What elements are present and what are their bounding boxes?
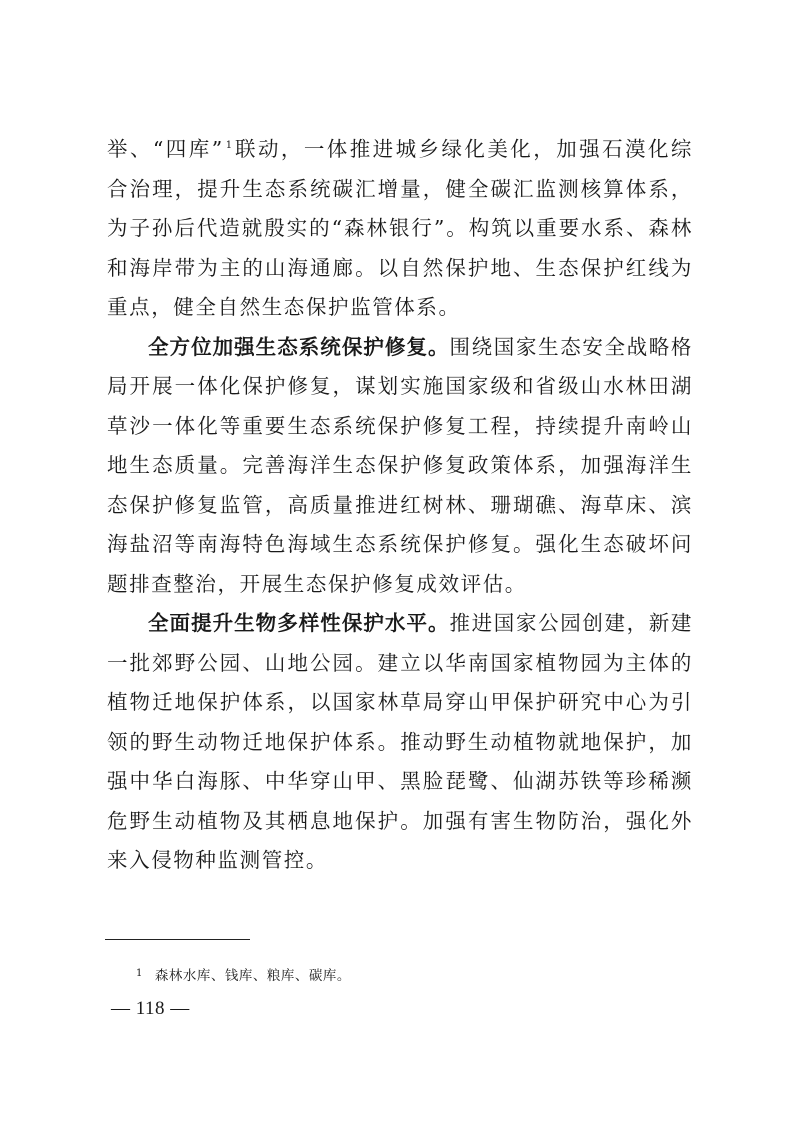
footnote-reference: 1 bbox=[225, 140, 233, 152]
paragraph-ecosystem-restoration bbox=[107, 328, 693, 605]
paragraph-text: 联动，一体推进城乡绿化美化，加强石漠化综合治理，提升生态系统碳汇增量，健全碳汇监测核算体系，为子孙后代造就殷实的“森林银行”。构筑以重要水系、森林和海岸带为主的山海通廊。以自然保护地、生态保护红线为重点，健全自然生态保护监管体系。 bbox=[107, 137, 694, 319]
footnote-divider bbox=[105, 939, 250, 940]
body-text bbox=[107, 130, 693, 881]
footnote-text: 森林水库、钱库、粮库、碳库。 bbox=[154, 968, 351, 984]
paragraph-biodiversity bbox=[107, 604, 693, 881]
paragraph-continuation bbox=[107, 130, 693, 328]
paragraph-text: 推进国家公园创建，新建一批郊野公园、山地公园。建立以华南国家植物园为主体的植物迁地保护体系，以国家林草局穿山甲保护研究中心为引领的野生动物迁地保护体系。推动野生动植物就地保护，加强中华白海豚、中华穿山甲、黑脸琵鹭、仙湖苏铁等珍稀濒危野生动植物及其栖息地保护。加强有害生物防治，强化外来入侵物种监测管控。 bbox=[107, 611, 694, 872]
paragraph-text: 围绕国家生态安全战略格局开展一体化保护修复，谋划实施国家级和省级山水林田湖草沙一体化等重要生态系统保护修复工程，持续提升南岭山地生态质量。完善海洋生态保护修复政策体系，加强海洋生态保护修复监管，高质量推进红树林、珊瑚礁、海草床、滨海盐沼等南海特色海域生态系统保护修复。强化生态破坏问题排查整治，开展生态保护修复成效评估。 bbox=[107, 334, 694, 596]
footnote-number: 1 bbox=[136, 968, 143, 979]
page-number: — 118 — bbox=[111, 998, 190, 1019]
paragraph-text-before-note: 举、“四库” bbox=[107, 137, 224, 161]
paragraph-lead-heading: 全方位加强生态系统保护修复。 bbox=[148, 334, 450, 359]
paragraph-lead-heading: 全面提升生物多样性保护水平。 bbox=[148, 611, 450, 635]
footnote bbox=[136, 967, 351, 985]
